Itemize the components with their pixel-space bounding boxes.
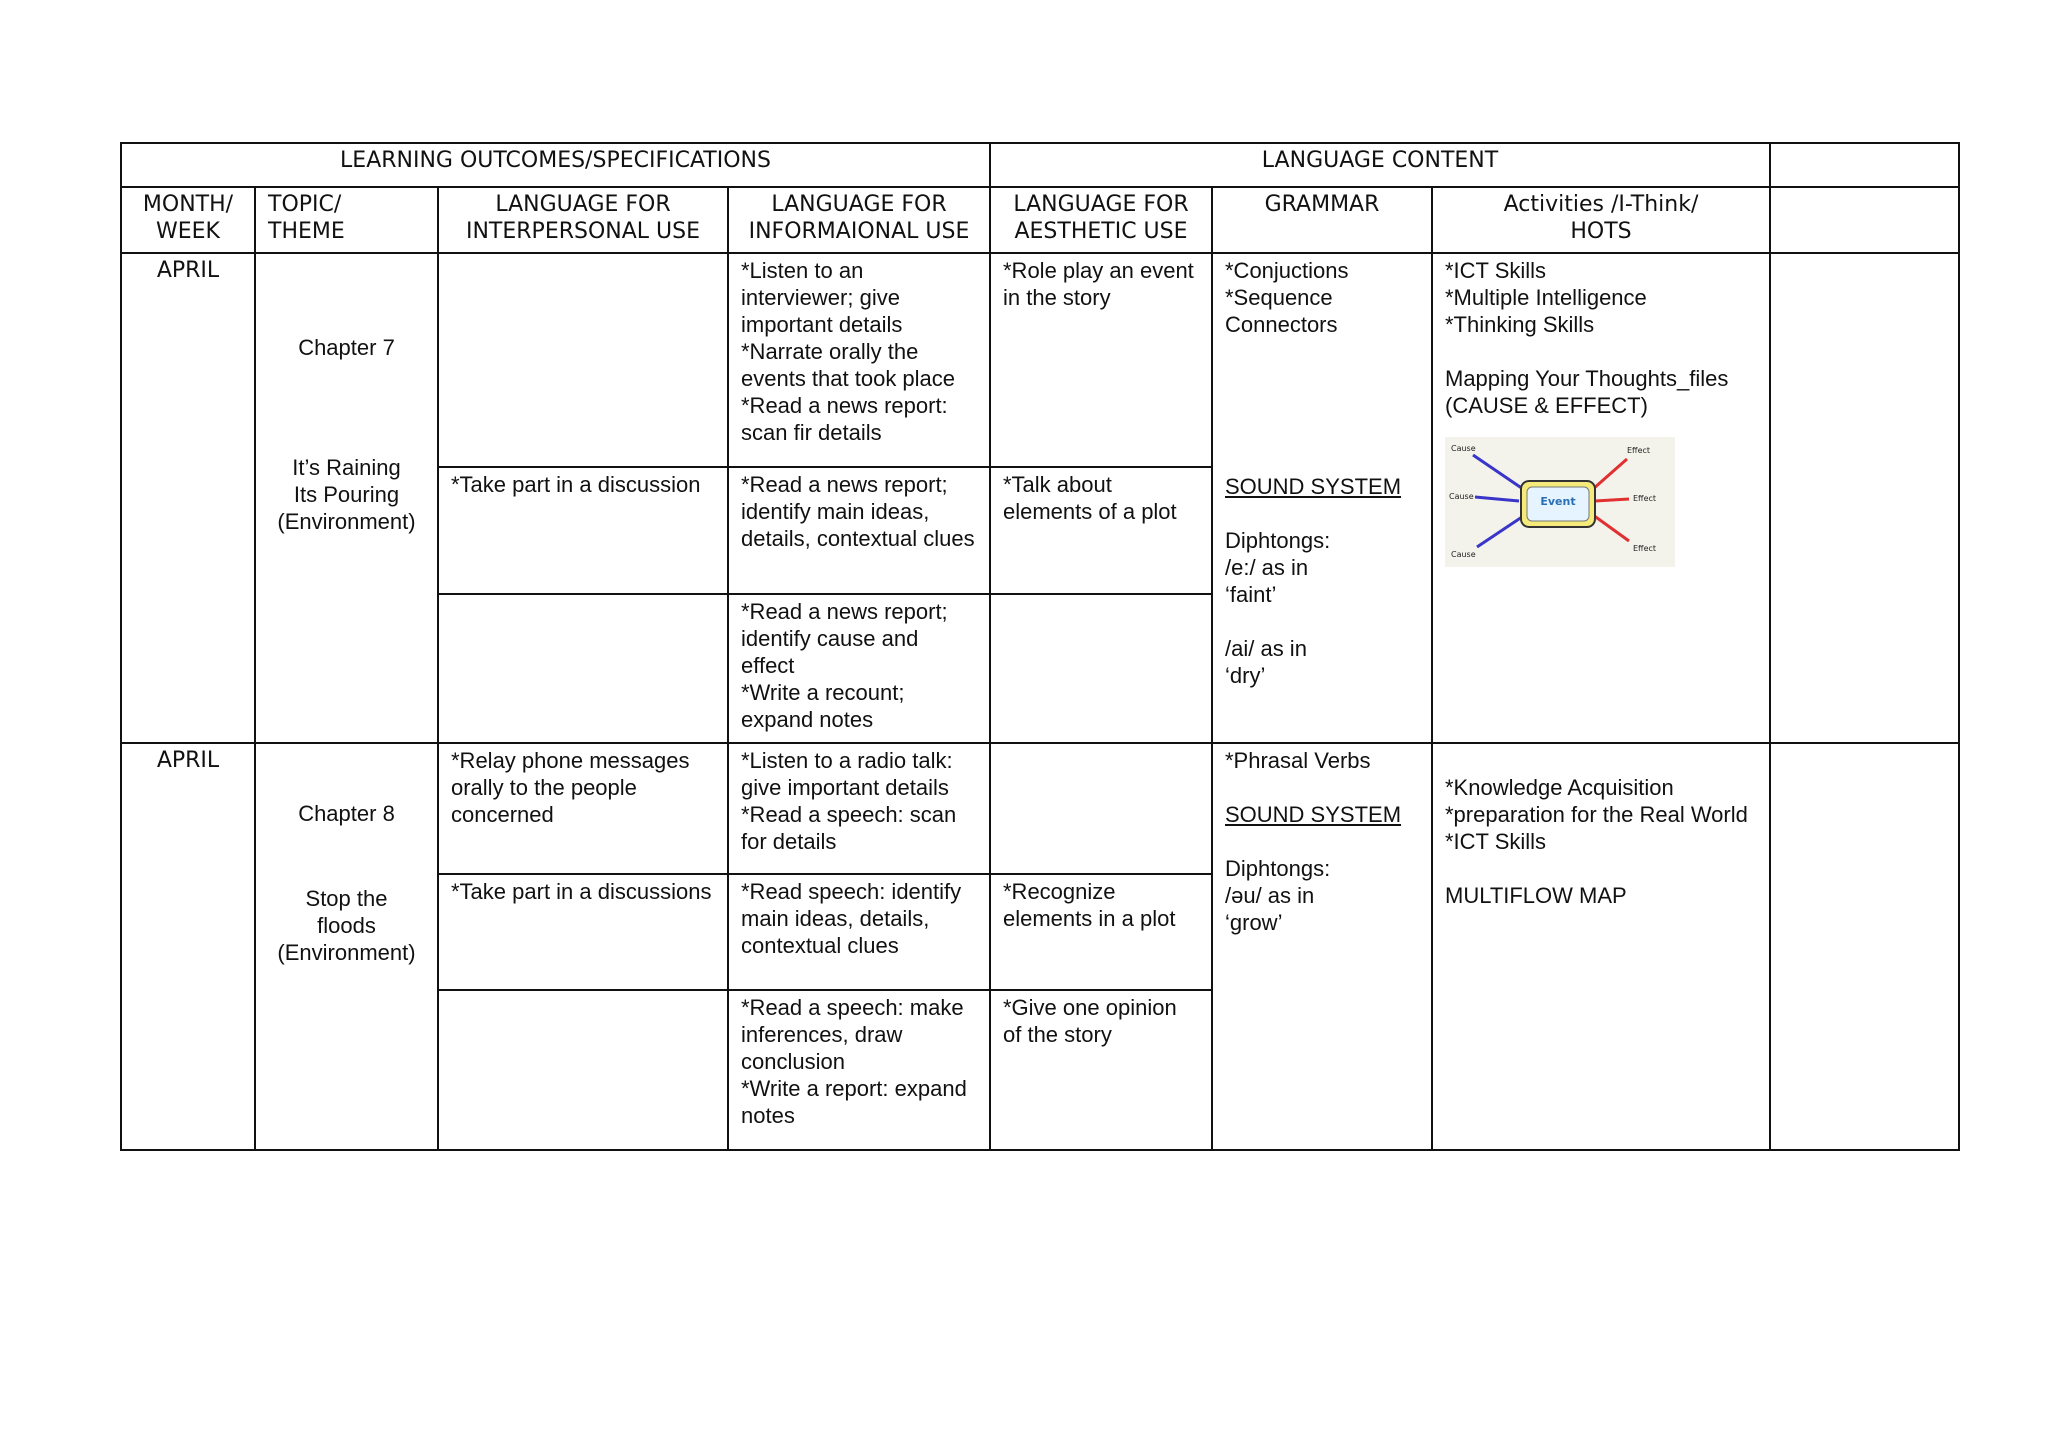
sound-system-label: SOUND SYSTEM — [1225, 474, 1402, 499]
diagram-cause-label: Cause — [1451, 444, 1476, 453]
interpersonal-cell: *Take part in a discussion — [438, 467, 728, 594]
activities-header: Activities /I-Think/ HOTS — [1432, 187, 1770, 253]
month-cell: APRIL — [121, 743, 255, 1150]
informational-cell: *Listen to a radio talk: give important details *Read a speech: scan for details — [728, 743, 990, 874]
activities-cell: *Knowledge Acquisition *preparation for the Real World *ICT Skills MULTIFLOW MAP — [1432, 743, 1770, 1150]
empty-cell — [1770, 743, 1959, 1150]
diagram-cause-label: Cause — [1449, 492, 1474, 501]
empty-cell — [1770, 253, 1959, 743]
grammar-cell: *Phrasal Verbs SOUND SYSTEM Diphtongs: /əu/ as in ‘grow’ — [1212, 743, 1432, 1150]
diagram-cause-label: Cause — [1451, 550, 1476, 559]
informational-cell: *Read a news report; identify main ideas, details, contextual clues — [728, 467, 990, 594]
header-row-1 — [121, 143, 1959, 187]
month-week-header: MONTH/ WEEK — [121, 187, 255, 253]
month-cell: APRIL — [121, 253, 255, 743]
lesson-plan-table — [120, 142, 1960, 1151]
chapter-title: Chapter 8 — [298, 801, 395, 826]
diagram-event-label: Event — [1540, 495, 1576, 508]
chapter-title: Chapter 7 — [298, 335, 395, 360]
informational-cell: *Read a speech: make inferences, draw conclusion *Write a report: expand notes — [728, 990, 990, 1150]
row1-sub1 — [121, 253, 1959, 467]
diagram-effect-label: Effect — [1627, 446, 1651, 455]
interpersonal-cell: *Relay phone messages orally to the people concerned — [438, 743, 728, 874]
aesthetic-header: LANGUAGE FOR AESTHETIC USE — [990, 187, 1212, 253]
interpersonal-header: LANGUAGE FOR INTERPERSONAL USE — [438, 187, 728, 253]
sound-system-label: SOUND SYSTEM — [1225, 802, 1402, 827]
informational-cell: *Read speech: identify main ideas, details, contextual clues — [728, 874, 990, 990]
grammar-cell: *Conjuctions *Sequence Connectors SOUND SYSTEM Diphtongs: /e:/ as in ‘faint’ /ai/ as in ‘dry’ — [1212, 253, 1432, 743]
interpersonal-cell — [438, 990, 728, 1150]
interpersonal-cell: *Take part in a discussions — [438, 874, 728, 990]
learning-outcomes-header: LEARNING OUTCOMES/SPECIFICATIONS — [121, 143, 990, 187]
diagram-effect-label: Effect — [1633, 494, 1657, 503]
activities-cell: *ICT Skills *Multiple Intelligence *Thinking Skills Mapping Your Thoughts_files (CAUSE & EFFECT) Event Cause Cause Cause Effect Effect Effect — [1432, 253, 1770, 743]
informational-cell: *Read a news report; identify cause and effect *Write a recount; expand notes — [728, 594, 990, 743]
header-row-2 — [121, 187, 1959, 253]
aesthetic-cell: *Give one opinion of the story — [990, 990, 1212, 1150]
aesthetic-cell: *Role play an event in the story — [990, 253, 1212, 467]
empty-header-cell — [1770, 143, 1959, 187]
aesthetic-cell: *Talk about elements of a plot — [990, 467, 1212, 594]
interpersonal-cell — [438, 594, 728, 743]
interpersonal-cell — [438, 253, 728, 467]
cause-effect-diagram — [1445, 437, 1675, 567]
topic-theme-header: TOPIC/ THEME — [255, 187, 438, 253]
informational-header: LANGUAGE FOR INFORMAIONAL USE — [728, 187, 990, 253]
topic-cell: Chapter 8 Stop the floods (Environment) — [255, 743, 438, 1150]
language-content-header: LANGUAGE CONTENT — [990, 143, 1770, 187]
row2-sub1 — [121, 743, 1959, 874]
diagram-effect-label: Effect — [1633, 544, 1657, 553]
aesthetic-cell: *Recognize elements in a plot — [990, 874, 1212, 990]
aesthetic-cell — [990, 594, 1212, 743]
aesthetic-cell — [990, 743, 1212, 874]
empty-header-cell-2 — [1770, 187, 1959, 253]
topic-cell: Chapter 7 It’s Raining Its Pouring (Environment) — [255, 253, 438, 743]
informational-cell: *Listen to an interviewer; give important details *Narrate orally the events that took place *Read a news report: scan fir details — [728, 253, 990, 467]
grammar-header: GRAMMAR — [1212, 187, 1432, 253]
